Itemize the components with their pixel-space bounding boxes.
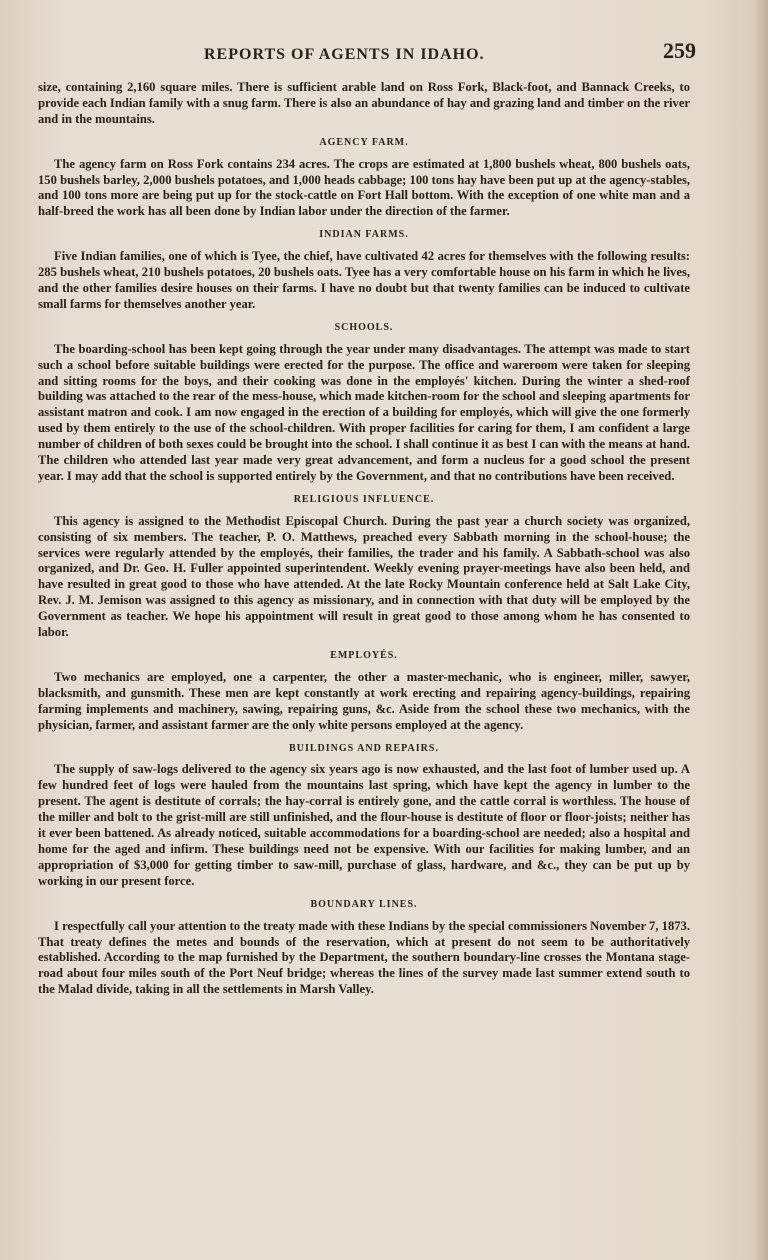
section-paragraph: The supply of saw-logs delivered to the agency six years ago is now exhausted, and the last foot of lumber used up. A few hundred feet of logs were hauled from the mountains last spring, which have kept the agency in lumber to the present. The agent is destitute of corrals; the hay-corral is entirely gone, and the cattle corral is worthless. The house of the miller and bolt to the grist-mill are still unfinished, and the flour-house is destitute of floor or floor-joists; neither has it ever been battened. As already noticed, suitable accommodations for a boarding-school are needed; also a hospital and home for the aged and infirm. These buildings need not be expensive. With our facilities for making lumber, and an appropriation of $3,000 for getting timber to saw-mill, purchase of glass, hardware, and &c., they can be put up by working in our present force. [38,762,690,888]
section-religious-influence [38,492,690,641]
section-heading: BUILDINGS AND REPAIRS. [289,742,439,754]
section-agency-farm [38,135,690,221]
section-boundary-lines [38,897,690,998]
section-paragraph: This agency is assigned to the Methodist Episcopal Church. During the past year a church society was organized, consisting of six members. The teacher, P. O. Matthews, preached every Sabbath morning in the school-house; the services were regularly attended by the employés, their families, the trader and his family. A Sabbath-school was also organized, and Dr. Geo. H. Fuller appointed superintendent. Weekly evening prayer-meetings have also been held, and have resulted in great good to those who have attended. At the late Rocky Mountain conference held at Salt Lake City, Rev. J. M. Jemison was assigned to this agency as missionary, and in connection with that duty will be employed by the Government as teacher. We hope his appointment will result in great good to those among whom he has consented to labor. [38,513,690,640]
running-head: REPORTS OF AGENTS IN IDAHO. [204,46,485,63]
section-indian-farms [38,227,690,313]
section-paragraph: The boarding-school has been kept going through the year under many disadvantages. The attempt was made to start such a school before suitable buildings were erected for the purpose. The office and wareroom were taken for sleeping and sitting rooms for the boys, and their cooking was done in the employés' kitchen. During the winter a shed-roof building was attached to the rear of the mess-house, which made kitchen-room for the school and sleeping apartments for assistant matron and cook. I am now engaged in the erection of a building for employés, which will give the one formerly used by them entirely to the use of the school-children. With proper facilities for caring for them, I am confident a large number of children of both sexes could be brought into the school. I shall continue it as best I can with the means at hand. The children who attended last year made very great advancement, and form a nucleus for a good school the present year. I may add that the school is supported entirely by the Government, and that no contributions have been received. [38,341,690,483]
page-number: 259 [663,38,696,63]
intro-paragraph: size, containing 2,160 square miles. There is sufficient arable land on Ross Fork, Black-foot, and Bannack Creeks, to provide each Indian family with a snug farm. There is also an abundance of hay and grazing land and timber on the river and in the mountains. [38,80,690,126]
section-heading: SCHOOLS. [334,321,394,333]
section-heading: BOUNDARY LINES. [310,898,418,910]
section-paragraph: The agency farm on Ross Fork contains 234 acres. The crops are estimated at 1,800 bushels wheat, 800 bushels oats, 150 bushels barley, 2,000 bushels potatoes, and 1,000 heads cabbage; 100 tons hay have been put up at the agency-stables, and 100 tons more are being put up for the stock-cattle on Fort Hall bottom. With the exception of one white man and a half-breed the work has all been done by Indian labor under the direction of the farmer. [38,156,690,219]
section-paragraph: Five Indian families, one of which is Tyee, the chief, have cultivated 42 acres for themselves with the following results: 285 bushels wheat, 210 bushels potatoes, 20 bushels oats. Tyee has a very comfortable house on his farm in which he lives, and the other families desire houses on their farms. I have no doubt but that twenty families can be induced to cultivate small farms for themselves another year. [38,249,690,311]
section-schools [38,320,690,485]
page-gutter-shadow [754,0,768,1260]
section-paragraph: I respectfully call your attention to the treaty made with these Indians by the special commissioners November 7, 1873. That treaty defines the metes and bounds of the reservation, which at present do not seem to be authoritatively established. According to the map furnished by the Department, the southern boundary-line crosses the Montana stage-road about four miles south of the Port Neuf bridge; whereas the lines of the survey made last summer extend south to the Malad divide, taking in all the settlements in Marsh Valley. [38,918,690,997]
section-heading: AGENCY FARM. [319,136,409,148]
section-heading: RELIGIOUS INFLUENCE. [293,493,435,505]
section-heading: EMPLOYÉS. [330,650,398,661]
section-paragraph: Two mechanics are employed, one a carpenter, the other a master-mechanic, who is engineer, miller, sawyer, blacksmith, and gunsmith. These men are kept constantly at work erecting and repairing agency-buildings, repairing farming implements and machinery, sawing, repairing guns, &c. Aside from the school these two mechanics, with the physician, farmer, and assistant farmer are the only white persons employed at the agency. [38,669,690,732]
section-employes [38,648,690,734]
section-buildings-and-repairs [38,741,690,890]
page-body [38,80,690,1000]
section-heading: INDIAN FARMS. [319,229,409,241]
